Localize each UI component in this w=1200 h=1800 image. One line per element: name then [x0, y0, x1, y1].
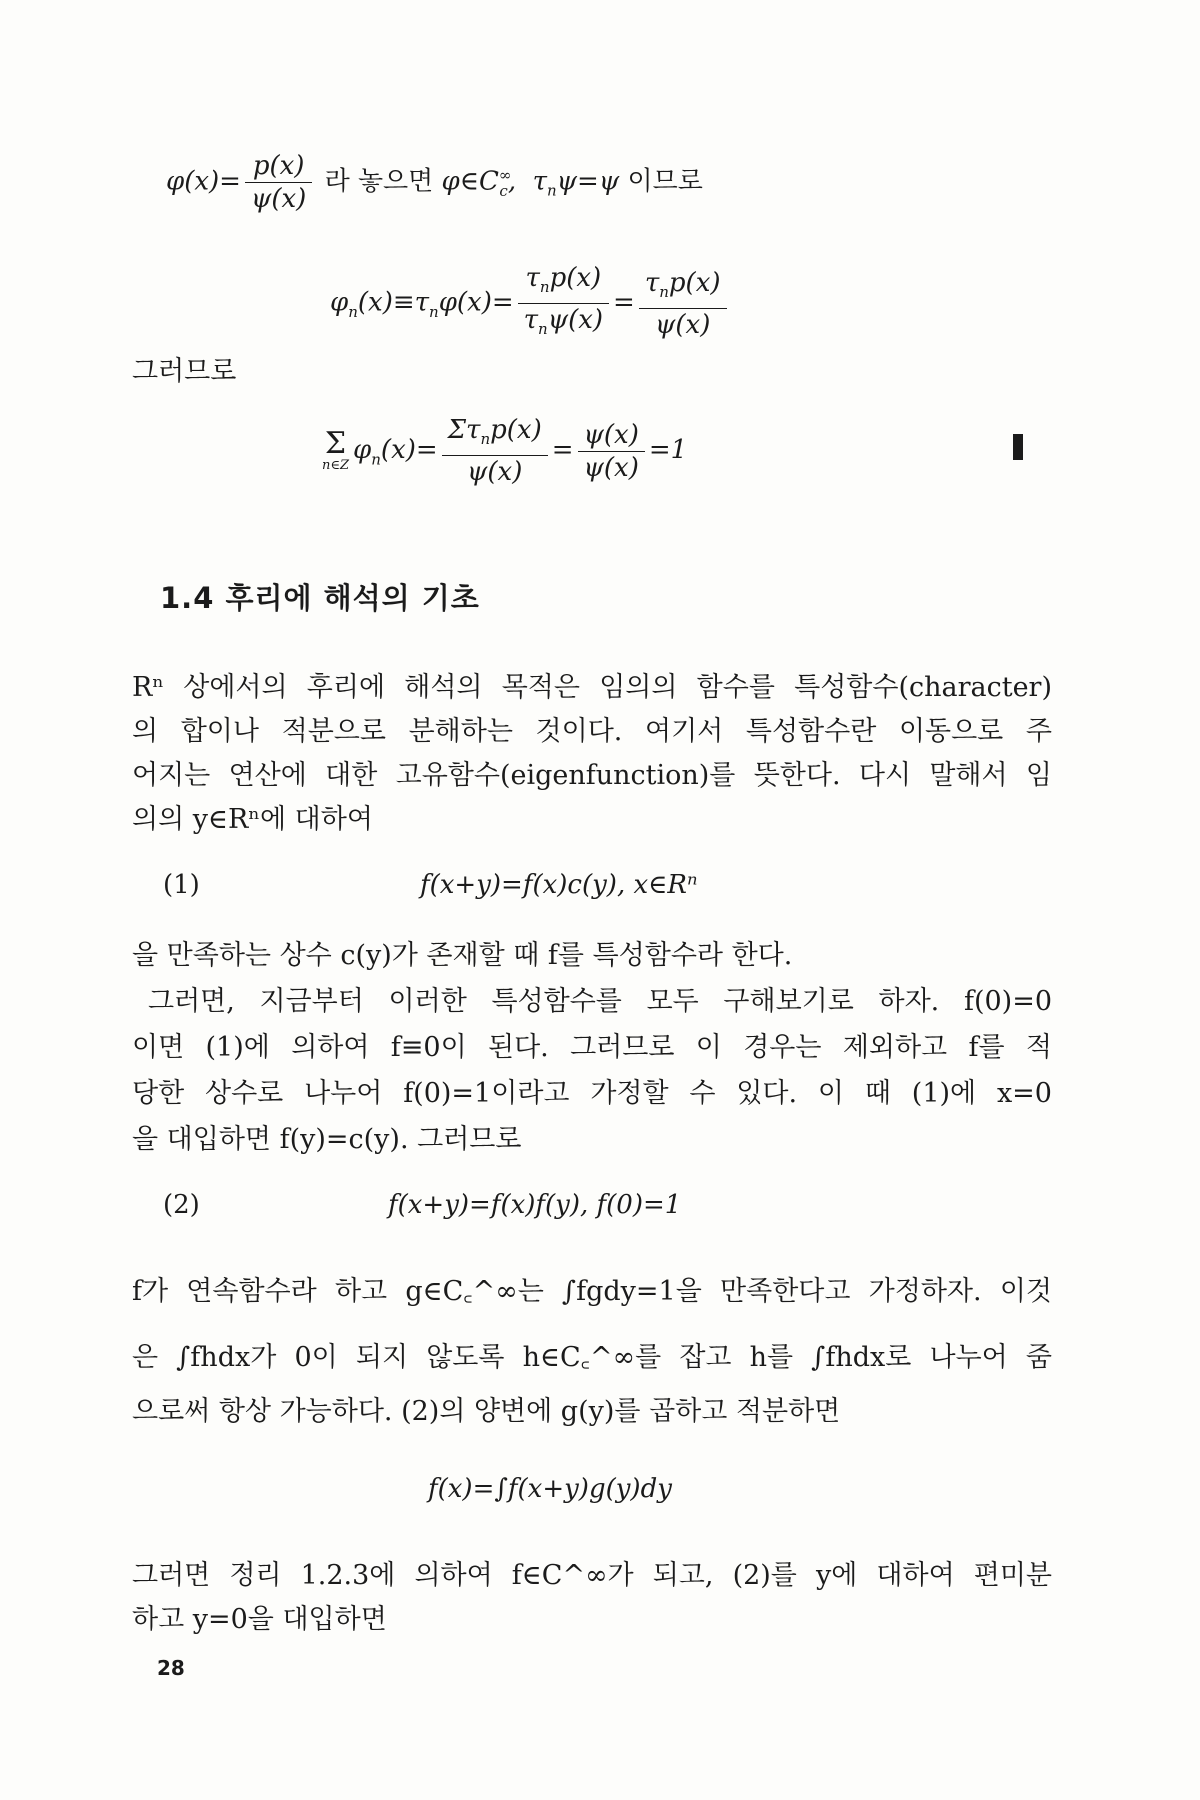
paragraph-line: Rⁿ 상에서의 후리에 해석의 목적은 임의의 함수를 특성함수(character) [132, 672, 1052, 703]
equation-number: (2) [163, 1190, 200, 1220]
paragraph-line: 을 대입하면 f(y)=c(y). 그러므로 [132, 1124, 522, 1155]
page-number: 28 [157, 1656, 185, 1680]
equation-2: f(x+y)=f(x)f(y), f(0)=1 [388, 1190, 682, 1220]
paragraph-line: 당한 상수로 나누어 f(0)=1이라고 가정할 수 있다. 이 때 (1)에 x=0 [132, 1078, 1052, 1109]
equation-number: (1) [163, 870, 200, 900]
paragraph-line: 은 ∫fhdx가 0이 되지 않도록 h∈C꜀^∞를 잡고 h를 ∫fhdx로 나누어 줌 [132, 1342, 1052, 1373]
equation-1: f(x+y)=f(x)c(y), x∈Rⁿ [420, 870, 698, 900]
paragraph-line: 으로써 항상 가능하다. (2)의 양변에 g(y)를 곱하고 적분하면 [132, 1396, 841, 1427]
equation-phi-definition: φ(x)= $\frac{p(x)}{\psi(x)}$ 라 놓으면 $\varphi\in C^\infty_c$, $\tau_n\psi=\psi$ 이므로 [166, 151, 703, 214]
paragraph-line: 을 만족하는 상수 c(y)가 존재할 때 f를 특성함수라 한다. [132, 940, 793, 971]
paragraph-line: 의 합이나 적분으로 분해하는 것이다. 여기서 특성함수란 이동으로 주 [132, 716, 1052, 747]
paragraph-line: 이면 (1)에 의하여 f≡0이 된다. 그러므로 이 경우는 제외하고 f를 적 [132, 1032, 1052, 1063]
paragraph-line: 그러면 정리 1.2.3에 의하여 f∈C^∞가 되고, (2)를 y에 대하여 편미분 [132, 1560, 1052, 1591]
text-therefore: 그러므로 [132, 356, 237, 387]
equation-phi-n: $\varphi_n(x)\equiv\tau_n\varphi(x)=$ $\frac{\tau_np(x)}{\tau_n\psi(x)}$ = $\frac{\tau_np(x)}{\psi(x)}$ [330, 262, 731, 345]
paragraph-line: 의의 y∈Rⁿ에 대하여 [132, 804, 373, 835]
paragraph-line: 하고 y=0을 대입하면 [132, 1604, 387, 1635]
paragraph-line: 어지는 연산에 대한 고유함수(eigenfunction)를 뜻한다. 다시 말해서 임 [132, 760, 1052, 791]
paragraph-line: f가 연속함수라 하고 g∈C꜀^∞는 ∫fgdy=1을 만족한다고 가정하자. 이것 [132, 1276, 1052, 1307]
qed-mark [1013, 434, 1023, 460]
paragraph-line: 그러면, 지금부터 이러한 특성함수를 모두 구해보기로 하자. f(0)=0 [148, 986, 1052, 1017]
equation-3: f(x)=∫f(x+y)g(y)dy [428, 1474, 672, 1504]
equation-sum-partition: Σ n∈Z $\varphi_n(x)=$ $\frac{\Sigma\tau_np(x)}{\psi(x)}$ = $\frac{\psi(x)}{\psi(x)}$ =1 [322, 415, 688, 488]
section-heading: 1.4 후리에 해석의 기초 [160, 581, 480, 615]
